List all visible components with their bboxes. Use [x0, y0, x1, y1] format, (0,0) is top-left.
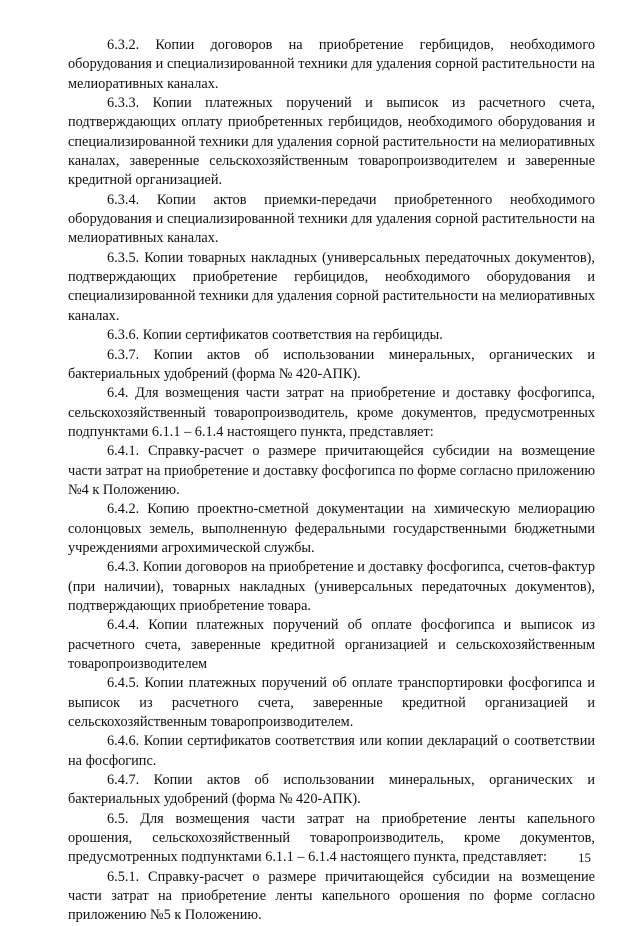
paragraph-6-4-6: 6.4.6. Копии сертификатов соответствия или копии деклараций о соответствии на фосфогипс. — [68, 733, 595, 769]
paragraph-6-4-5: 6.4.5. Копии платежных поручений об оплате транспортировки фосфогипса и выписок из расчетного счета, заверенные кредитной организацией и сельскохозяйственным товаропроизводителем. — [68, 675, 595, 731]
paragraph-6-3-2: 6.3.2. Копии договоров на приобретение гербицидов, необходимого оборудования и специализированной техники для удаления сорной растительности на мелиоративных каналах. — [68, 37, 595, 92]
document-body — [68, 36, 595, 926]
paragraph-6-3-6: 6.3.6. Копии сертификатов соответствия на гербициды. — [107, 327, 443, 344]
paragraph-6-3-5: 6.3.5. Копии товарных накладных (универсальных передаточных документов), подтверждающих приобретение гербицидов, необходимого оборудования и специализированной техники для удаления сорной растительности на мелиоративных каналах. — [68, 249, 595, 324]
paragraph-6-4: 6.4. Для возмещения части затрат на приобретение и доставку фосфогипса, сельскохозяйственный товаропроизводитель, кроме документов, предусмотренных подпунктами 6.1.1 – 6.1.4 настоящего пункта, представляет: — [68, 385, 595, 440]
paragraph-6-4-4: 6.4.4. Копии платежных поручений об оплате фосфогипса и выписок из расчетного счета, заверенные кредитной организацией и сельскохозяйственным товаропроизводителем — [68, 617, 595, 672]
paragraph-6-3-3: 6.3.3. Копии платежных поручений и выписок из расчетного счета, подтверждающих оплату приобретенных гербицидов, необходимого оборудования и специализированной техники для удаления сорной растительности на мелиоративных каналах, заверенные сельскохозяйственным товаропроизводителем и заверенные кредитной организацией. — [68, 95, 595, 189]
paragraph-6-4-3: 6.4.3. Копии договоров на приобретение и доставку фосфогипса, счетов-фактур (при наличии), товарных накладных (универсальных передаточных документов), подтверждающих приобретение товара. — [68, 559, 595, 614]
paragraph-6-3-4: 6.3.4. Копии актов приемки-передачи приобретенного необходимого оборудования и специализированной техники для удаления сорной растительности на мелиоративных каналах. — [68, 191, 595, 247]
paragraph-6-3-7: 6.3.7. Копии актов об использовании минеральных, органических и бактериальных удобрений (форма № 420-АПК). — [68, 346, 595, 382]
paragraph-6-4-7: 6.4.7. Копии актов об использовании минеральных, органических и бактериальных удобрений (форма № 420-АПК). — [68, 772, 595, 808]
paragraph-6-4-1: 6.4.1. Справку-расчет о размере причитающейся субсидии на возмещение части затрат на приобретение и доставку фосфогипса по форме согласно приложению №4 к Положению. — [68, 443, 595, 498]
page-number: 15 — [578, 850, 591, 865]
paragraph-6-5-1: 6.5.1. Справку-расчет о размере причитающейся субсидии на возмещение части затрат на приобретение ленты капельного орошения по форме согласно приложению №5 к Положению. — [68, 868, 595, 924]
paragraph-6-5: 6.5. Для возмещения части затрат на приобретение ленты капельного орошения, сельскохозяйственный товаропроизводитель, кроме документов, предусмотренных подпунктами 6.1.1 – 6.1.4 настоящего пункта, представляет: — [68, 810, 595, 866]
paragraph-6-4-2: 6.4.2. Копию проектно-сметной документации на химическую мелиорацию солонцовых земель, выполненную федеральными государственными бюджетными учреждениями агрохимической службы. — [68, 501, 595, 556]
